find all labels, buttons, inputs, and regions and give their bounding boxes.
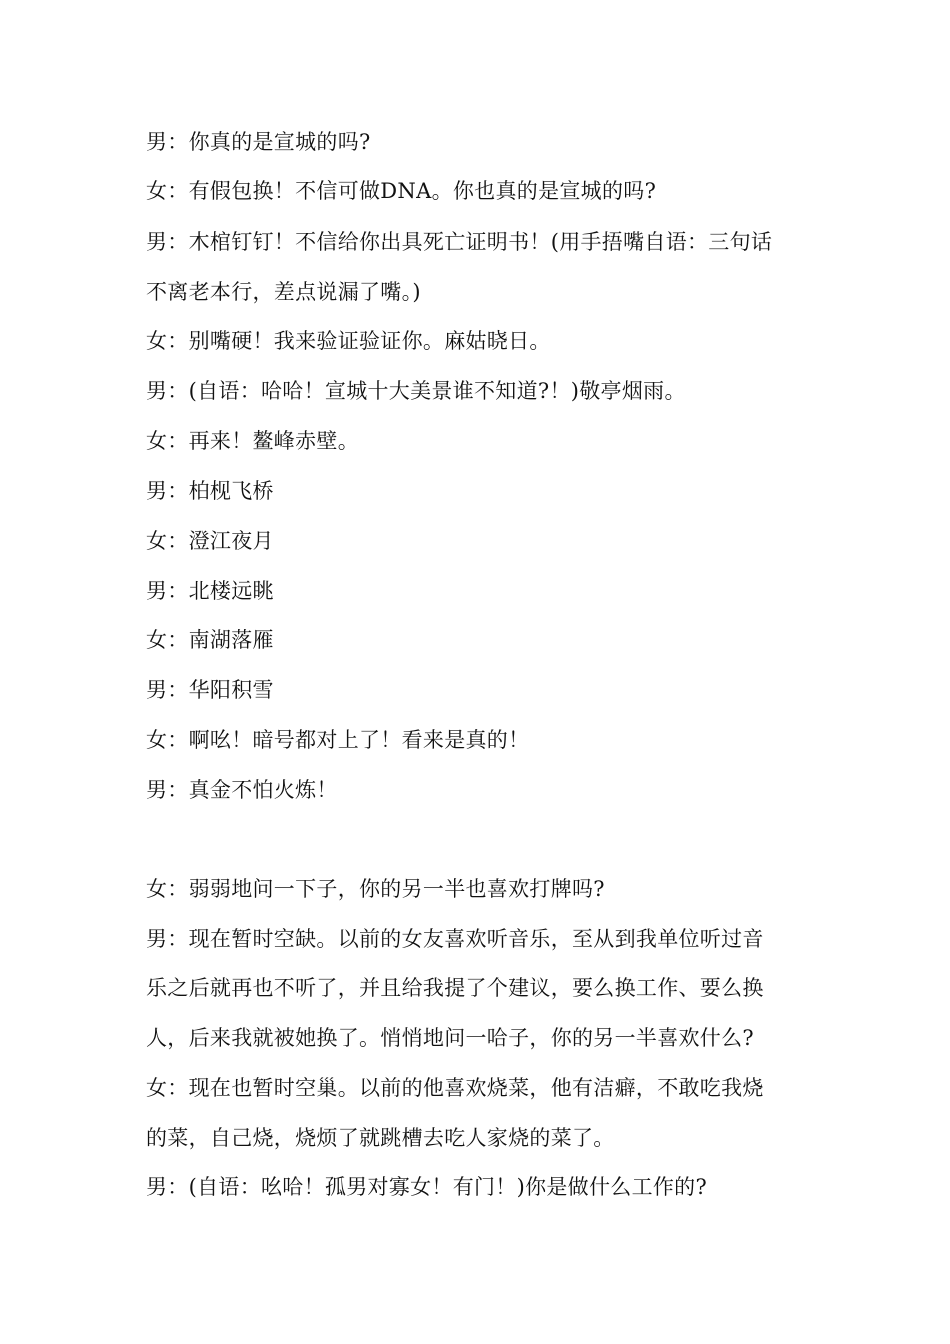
dialogue-line: 男：(自语：哈哈！宣城十大美景谁不知道?！)敬亭烟雨。 (146, 379, 686, 403)
dialogue-line: 女：现在也暂时空巢。以前的他喜欢烧菜，他有洁癖，不敢吃我烧 (146, 1076, 764, 1100)
dialogue-line: 男：你真的是宣城的吗? (146, 130, 371, 154)
dialogue-line: 女：弱弱地问一下子，你的另一半也喜欢打牌吗? (146, 877, 605, 901)
dialogue-line: 乐之后就再也不听了，并且给我提了个建议，要么换工作、要么换 (146, 976, 764, 1000)
dialogue-line: 男：(自语：吆哈！孤男对寡女！有门！)你是做什么工作的? (146, 1175, 708, 1199)
dialogue-line: 女：南湖落雁 (146, 628, 274, 652)
dialogue-line: 男：真金不怕火炼！ (146, 778, 338, 802)
dialogue-line: 男：木棺钉钉！不信给你出具死亡证明书！(用手捂嘴自语：三句话 (146, 230, 773, 254)
dialogue-line: 女：啊吆！暗号都对上了！看来是真的！ (146, 728, 530, 752)
dialogue-line: 的菜，自己烧，烧烦了就跳槽去吃人家烧的菜了。 (146, 1126, 615, 1150)
dialogue-line: 女：别嘴硬！我来验证验证你。麻姑晓日。 (146, 329, 551, 353)
dialogue-line: 男：现在暂时空缺。以前的女友喜欢听音乐，至从到我单位听过音 (146, 927, 764, 951)
dialogue-line: 不离老本行，差点说漏了嘴。) (146, 280, 421, 304)
dialogue-line: 女：再来！鳌峰赤壁。 (146, 429, 359, 453)
dialogue-line: 男：柏枧飞桥 (146, 479, 274, 503)
dialogue-line: 男：华阳积雪 (146, 678, 274, 702)
dialogue-line: 男：北楼远眺 (146, 579, 274, 603)
dialogue-line: 女：有假包换！不信可做DNA。你也真的是宣城的吗? (146, 179, 657, 203)
dialogue-line: 女：澄江夜月 (146, 529, 274, 553)
dialogue-line: 人，后来我就被她换了。悄悄地问一哈子，你的另一半喜欢什么? (146, 1026, 754, 1050)
